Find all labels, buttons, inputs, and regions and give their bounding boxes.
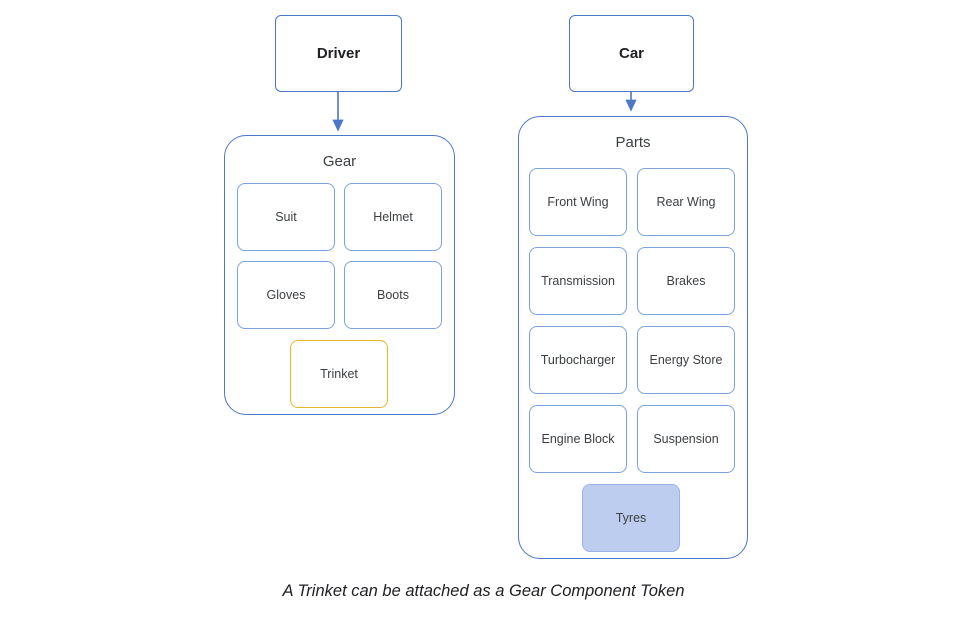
child-transmission-label: Transmission [541, 273, 615, 288]
child-trinket-label: Trinket [320, 366, 358, 381]
child-engine-block[interactable] [529, 405, 627, 473]
child-turbocharger[interactable] [529, 326, 627, 394]
container-gear-title: Gear [322, 153, 357, 170]
child-tyres-label: Tyres [615, 510, 647, 525]
child-front-wing-label: Front Wing [547, 194, 609, 209]
child-transmission[interactable] [529, 247, 627, 315]
child-gloves[interactable] [237, 261, 335, 329]
child-suit[interactable] [237, 183, 335, 251]
child-rear-wing[interactable] [637, 168, 735, 236]
child-boots[interactable] [344, 261, 442, 329]
child-gloves-label: Gloves [266, 287, 306, 302]
child-brakes[interactable] [637, 247, 735, 315]
child-suspension[interactable] [637, 405, 735, 473]
child-energy-store-label: Energy Store [649, 352, 723, 367]
child-energy-store[interactable] [637, 326, 735, 394]
child-boots-label: Boots [377, 287, 409, 302]
child-engine-block-label: Engine Block [541, 431, 615, 446]
child-rear-wing-label: Rear Wing [656, 194, 716, 209]
diagram-caption: A Trinket can be attached as a Gear Component Token [282, 582, 685, 600]
node-car-label: Car [618, 45, 644, 62]
child-front-wing[interactable] [529, 168, 627, 236]
node-car[interactable] [569, 15, 694, 92]
node-driver-label: Driver [316, 45, 361, 62]
child-brakes-label: Brakes [666, 273, 706, 288]
child-helmet[interactable] [344, 183, 442, 251]
child-trinket[interactable] [290, 340, 388, 408]
child-turbocharger-label: Turbocharger [540, 352, 616, 367]
child-suit-label: Suit [275, 209, 297, 224]
container-parts-title: Parts [615, 134, 651, 151]
node-driver[interactable] [275, 15, 402, 92]
child-tyres[interactable] [582, 484, 680, 552]
child-helmet-label: Helmet [373, 209, 413, 224]
child-suspension-label: Suspension [653, 431, 719, 446]
